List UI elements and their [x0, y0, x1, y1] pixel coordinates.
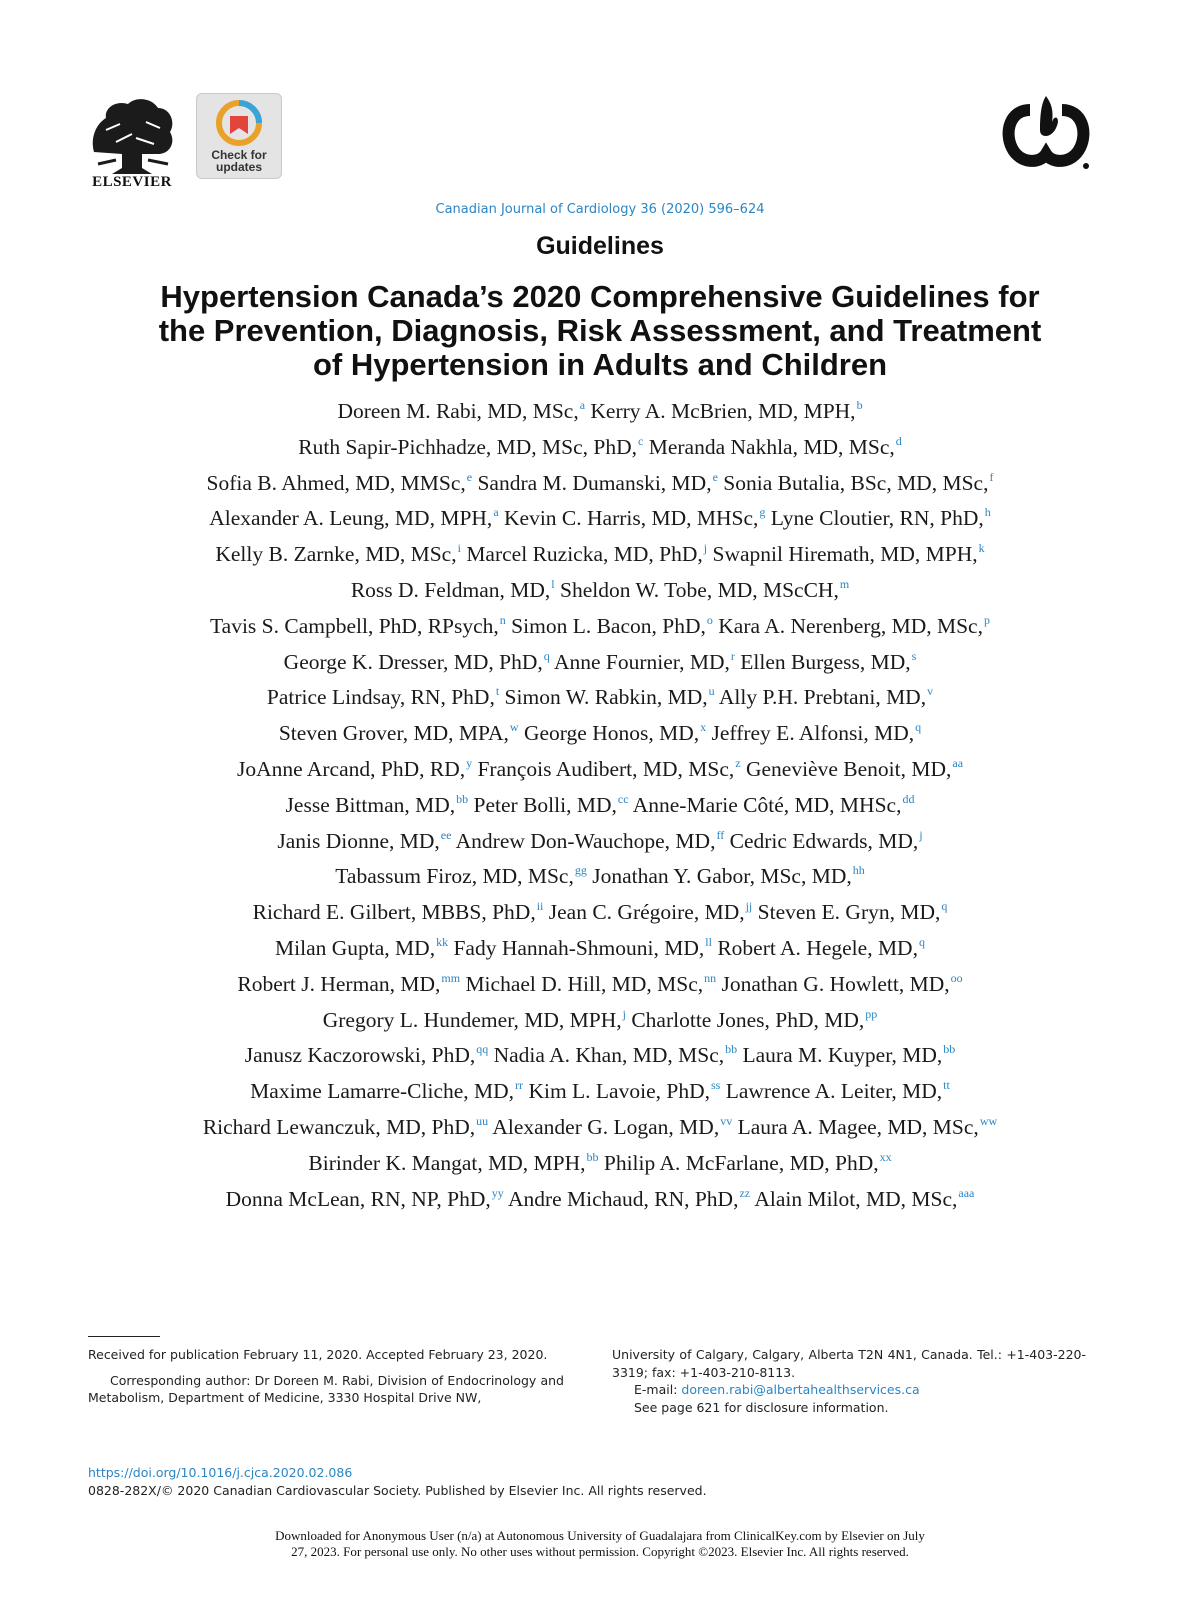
society-logo [1000, 92, 1092, 178]
author-line [40, 537, 1160, 573]
author-name: Anne Fournier, MD, [553, 649, 730, 674]
author-name: Charlotte Jones, PhD, MD, [631, 1007, 865, 1032]
affiliation-marker[interactable]: o [706, 612, 713, 627]
doi-link[interactable]: https://doi.org/10.1016/j.cjca.2020.02.086 [88, 1465, 353, 1480]
footnote-divider [88, 1336, 160, 1337]
affiliation-marker[interactable]: xx [879, 1149, 892, 1164]
author-name: Ellen Burgess, MD, [740, 649, 911, 674]
corresponding-address: University of Calgary, Calgary, Alberta T2N 4N1, Canada. Tel.: +1-403-220-3319; fax: +1-403-210-8113. [612, 1347, 1086, 1380]
author-line [40, 680, 1160, 716]
author-name: Kevin C. Harris, MD, MHSc, [504, 506, 759, 531]
author-name: Birinder K. Mangat, MD, MPH, [308, 1150, 586, 1175]
author-name: Tabassum Firoz, MD, MSc, [335, 864, 574, 889]
affiliation-marker[interactable]: e [466, 469, 473, 484]
author-list [40, 394, 1160, 1217]
author-line [40, 824, 1160, 860]
affiliation-marker[interactable]: f [989, 469, 994, 484]
affiliation-marker[interactable]: zz [739, 1185, 751, 1200]
affiliation-marker[interactable]: r [730, 648, 735, 663]
author-line [40, 752, 1160, 788]
affiliation-marker[interactable]: u [708, 684, 715, 699]
author-name: George K. Dresser, MD, PhD, [283, 649, 543, 674]
author-name: Meranda Nakhla, MD, MSc, [648, 434, 895, 459]
author-line [40, 430, 1160, 466]
author-name: Jonathan Y. Gabor, MSc, MD, [592, 864, 852, 889]
author-line [40, 645, 1160, 681]
affiliation-marker[interactable]: t [495, 684, 500, 699]
author-name: Gregory L. Hundemer, MD, MPH, [322, 1007, 622, 1032]
affiliation-marker[interactable]: x [700, 720, 707, 735]
corresponding-author: Corresponding author: Dr Doreen M. Rabi, Division of Endocrinology and Metabolism, Department of Medicine, 3330 Hospital Drive NW, [88, 1372, 564, 1405]
author-line [40, 1038, 1160, 1074]
author-line [40, 609, 1160, 645]
author-name: Robert A. Hegele, MD, [717, 935, 918, 960]
article-title [60, 280, 1140, 382]
author-name: Richard Lewanczuk, MD, PhD, [202, 1114, 476, 1139]
author-line [40, 1182, 1160, 1218]
author-name: Robert J. Herman, MD, [237, 971, 441, 996]
download-notice-line: Downloaded for Anonymous User (n/a) at Autonomous University of Guadalajara from ClinicalKey.com by Elsevier on July [275, 1528, 925, 1543]
author-name: Swapnil Hiremath, MD, MPH, [712, 542, 978, 567]
email-line [612, 1381, 1086, 1399]
author-line [40, 931, 1160, 967]
check-updates-icon [216, 100, 262, 146]
affiliation-marker[interactable]: jj [745, 899, 753, 914]
affiliation-marker[interactable]: s [911, 648, 917, 663]
affiliation-marker[interactable]: uu [476, 1113, 489, 1128]
author-name: Alexander G. Logan, MD, [492, 1114, 720, 1139]
affiliation-marker[interactable]: q [915, 720, 922, 735]
author-name: Alain Milot, MD, MSc, [754, 1186, 958, 1211]
affiliation-marker[interactable]: ss [710, 1078, 721, 1093]
society-emblem-icon [1000, 92, 1092, 178]
author-name: Jeffrey E. Alfonsi, MD, [711, 721, 915, 746]
author-name: Nadia A. Khan, MD, MSc, [493, 1043, 725, 1068]
author-line [40, 967, 1160, 1003]
author-name: François Audibert, MD, MSc, [477, 756, 735, 781]
journal-citation: Canadian Journal of Cardiology 36 (2020) 596–624 [435, 202, 765, 217]
author-name: Kerry A. McBrien, MD, MPH, [590, 399, 856, 423]
author-name: Sofia B. Ahmed, MD, MMSc, [206, 470, 466, 495]
affiliation-marker[interactable]: aaa [958, 1185, 975, 1200]
author-name: Kelly B. Zarnke, MD, MSc, [215, 542, 457, 567]
author-line [40, 716, 1160, 752]
author-name: Sonia Butalia, BSc, MD, MSc, [723, 470, 989, 495]
affiliation-marker[interactable]: ww [979, 1113, 998, 1128]
author-name: Ross D. Feldman, MD, [350, 577, 551, 602]
author-name: Steven E. Gryn, MD, [757, 900, 941, 925]
author-name: Sandra M. Dumanski, MD, [477, 470, 712, 495]
author-name: Peter Bolli, MD, [473, 792, 617, 817]
affiliation-marker[interactable]: qq [476, 1042, 489, 1057]
affiliation-marker[interactable]: h [984, 505, 991, 520]
affiliation-marker[interactable]: d [895, 433, 902, 448]
author-name: Jean C. Grégoire, MD, [548, 900, 745, 925]
author-line [40, 895, 1160, 931]
author-name: Jesse Bittman, MD, [285, 792, 456, 817]
affiliation-marker[interactable]: rr [515, 1078, 524, 1093]
author-name: Ally P.H. Prebtani, MD, [718, 685, 927, 710]
author-line [40, 859, 1160, 895]
footnote-right-column [612, 1346, 1086, 1416]
affiliation-marker[interactable]: tt [943, 1078, 950, 1093]
affiliation-marker[interactable]: q [941, 899, 948, 914]
author-name: Milan Gupta, MD, [275, 935, 436, 960]
author-name: Doreen M. Rabi, MD, MSc, [337, 399, 579, 423]
affiliation-marker[interactable]: v [927, 684, 934, 699]
author-line [40, 1110, 1160, 1146]
author-line [40, 1003, 1160, 1039]
affiliation-marker[interactable]: ii [536, 899, 544, 914]
copyright-line: 0828-282X/© 2020 Canadian Cardiovascular Society. Published by Elsevier Inc. All rights reserved. [88, 1483, 707, 1498]
affiliation-marker[interactable]: ff [716, 827, 725, 842]
author-name: Philip A. McFarlane, MD, PhD, [603, 1150, 879, 1175]
author-name: George Honos, MD, [523, 721, 700, 746]
affiliation-marker[interactable]: e [712, 469, 718, 484]
affiliation-marker[interactable]: hh [852, 863, 865, 878]
received-date: Received for publication February 11, 2020. Accepted February 23, 2020. [88, 1347, 548, 1362]
affiliation-marker[interactable]: oo [950, 970, 963, 985]
author-line [40, 1146, 1160, 1182]
affiliation-marker[interactable]: j [703, 541, 708, 556]
author-name: Geneviève Benoit, MD, [745, 756, 952, 781]
author-name: Anne-Marie Côté, MD, MHSc, [632, 792, 902, 817]
affiliation-marker[interactable]: a [493, 505, 499, 520]
affiliation-marker[interactable]: yy [491, 1185, 504, 1200]
author-name: Janis Dionne, MD, [277, 828, 440, 853]
author-name: Lawrence A. Leiter, MD, [725, 1079, 943, 1104]
affiliation-marker[interactable]: z [735, 755, 741, 770]
author-line [40, 501, 1160, 537]
author-line [40, 394, 1160, 430]
affiliation-marker[interactable]: dd [902, 791, 915, 806]
affiliation-marker[interactable]: bb [456, 791, 469, 806]
title-line: of Hypertension in Adults and Children [312, 347, 888, 382]
author-name: Andrew Don-Wauchope, MD, [455, 828, 716, 853]
affiliation-marker[interactable]: n [499, 612, 506, 627]
affiliation-marker[interactable]: bb [725, 1042, 738, 1057]
author-name: Steven Grover, MD, MPA, [278, 721, 509, 746]
affiliation-marker[interactable]: vv [720, 1113, 733, 1128]
author-name: Tavis S. Campbell, PhD, RPsych, [210, 613, 499, 638]
doi-block [88, 1464, 707, 1500]
author-name: Richard E. Gilbert, MBBS, PhD, [252, 900, 536, 925]
email-label: E-mail: [634, 1382, 678, 1397]
author-name: Maxime Lamarre-Cliche, MD, [250, 1079, 515, 1104]
affiliation-marker[interactable]: w [509, 720, 519, 735]
title-line: Hypertension Canada’s 2020 Comprehensive Guidelines for [160, 279, 1040, 314]
author-name: Marcel Ruzicka, MD, PhD, [466, 542, 703, 567]
author-name: Sheldon W. Tobe, MD, MScCH, [560, 577, 839, 602]
author-name: Simon L. Bacon, PhD, [511, 613, 706, 638]
author-name: Cedric Edwards, MD, [729, 828, 919, 853]
affiliation-marker[interactable]: p [983, 612, 990, 627]
affiliation-marker[interactable]: nn [704, 970, 717, 985]
author-line [40, 788, 1160, 824]
affiliation-marker[interactable]: bb [943, 1042, 956, 1057]
affiliation-marker[interactable]: q [543, 648, 550, 663]
author-name: Jonathan G. Howlett, MD, [721, 971, 950, 996]
email-link[interactable]: doreen.rabi@albertahealthservices.ca [681, 1382, 920, 1397]
download-notice [0, 1528, 1200, 1560]
affiliation-marker[interactable]: cc [617, 791, 629, 806]
author-name: Simon W. Rabkin, MD, [504, 685, 708, 710]
author-name: Kara A. Nerenberg, MD, MSc, [718, 613, 983, 638]
affiliation-marker[interactable]: i [457, 541, 461, 556]
affiliation-marker[interactable]: ll [705, 934, 712, 949]
affiliation-marker[interactable]: y [466, 755, 473, 770]
affiliation-marker[interactable]: bb [586, 1149, 599, 1164]
author-name: Michael D. Hill, MD, MSc, [465, 971, 704, 996]
author-line [40, 1074, 1160, 1110]
author-name: Andre Michaud, RN, PhD, [507, 1186, 739, 1211]
affiliation-marker[interactable]: ee [440, 827, 452, 842]
affiliation-marker[interactable]: aa [952, 755, 964, 770]
author-name: JoAnne Arcand, PhD, RD, [236, 756, 466, 781]
author-name: Fady Hannah-Shmouni, MD, [453, 935, 705, 960]
affiliation-marker[interactable]: g [759, 505, 766, 520]
download-notice-line: 27, 2023. For personal use only. No other uses without permission. Copyright ©2023. Elsevier Inc. All rights reserved. [291, 1544, 909, 1559]
author-name: Patrice Lindsay, RN, PhD, [266, 685, 495, 710]
author-name: Ruth Sapir-Pichhadze, MD, MSc, PhD, [298, 434, 638, 459]
author-name: Donna McLean, RN, NP, PhD, [225, 1186, 491, 1211]
disclosure-note: See page 621 for disclosure information. [634, 1399, 889, 1415]
check-for-updates-badge[interactable] [196, 93, 282, 179]
affiliation-marker[interactable]: q [918, 934, 925, 949]
affiliation-marker[interactable]: mm [441, 970, 461, 985]
author-name: Janusz Kaczorowski, PhD, [244, 1043, 476, 1068]
affiliation-marker[interactable]: c [638, 433, 644, 448]
affiliation-marker[interactable]: b [856, 398, 863, 412]
affiliation-marker[interactable]: gg [574, 863, 587, 878]
author-name: Kim L. Lavoie, PhD, [528, 1079, 710, 1104]
affiliation-marker[interactable]: pp [865, 1006, 878, 1021]
affiliation-marker[interactable]: k [978, 541, 985, 556]
author-name: Alexander A. Leung, MD, MPH, [209, 506, 493, 531]
author-name: Laura A. Magee, MD, MSc, [737, 1114, 979, 1139]
affiliation-marker[interactable]: l [551, 576, 555, 591]
author-line [40, 466, 1160, 502]
title-line: the Prevention, Diagnosis, Risk Assessment, and Treatment [158, 313, 1042, 348]
author-line [40, 573, 1160, 609]
elsevier-tree-icon [86, 94, 178, 174]
elsevier-logo [86, 94, 178, 190]
check-updates-label-line2: updates [215, 160, 262, 174]
affiliation-marker[interactable]: a [579, 398, 586, 412]
affiliation-marker[interactable]: j [622, 1006, 626, 1021]
article-type: Guidelines [536, 232, 664, 260]
affiliation-marker[interactable]: j [919, 827, 923, 842]
author-name: Laura M. Kuyper, MD, [742, 1043, 943, 1068]
elsevier-wordmark: ELSEVIER [92, 174, 172, 190]
affiliation-marker[interactable]: m [839, 576, 850, 591]
author-name: Lyne Cloutier, RN, PhD, [770, 506, 984, 531]
footnote-left-column [88, 1346, 564, 1407]
check-updates-label-line1: Check for [211, 148, 267, 162]
affiliation-marker[interactable]: kk [436, 934, 449, 949]
